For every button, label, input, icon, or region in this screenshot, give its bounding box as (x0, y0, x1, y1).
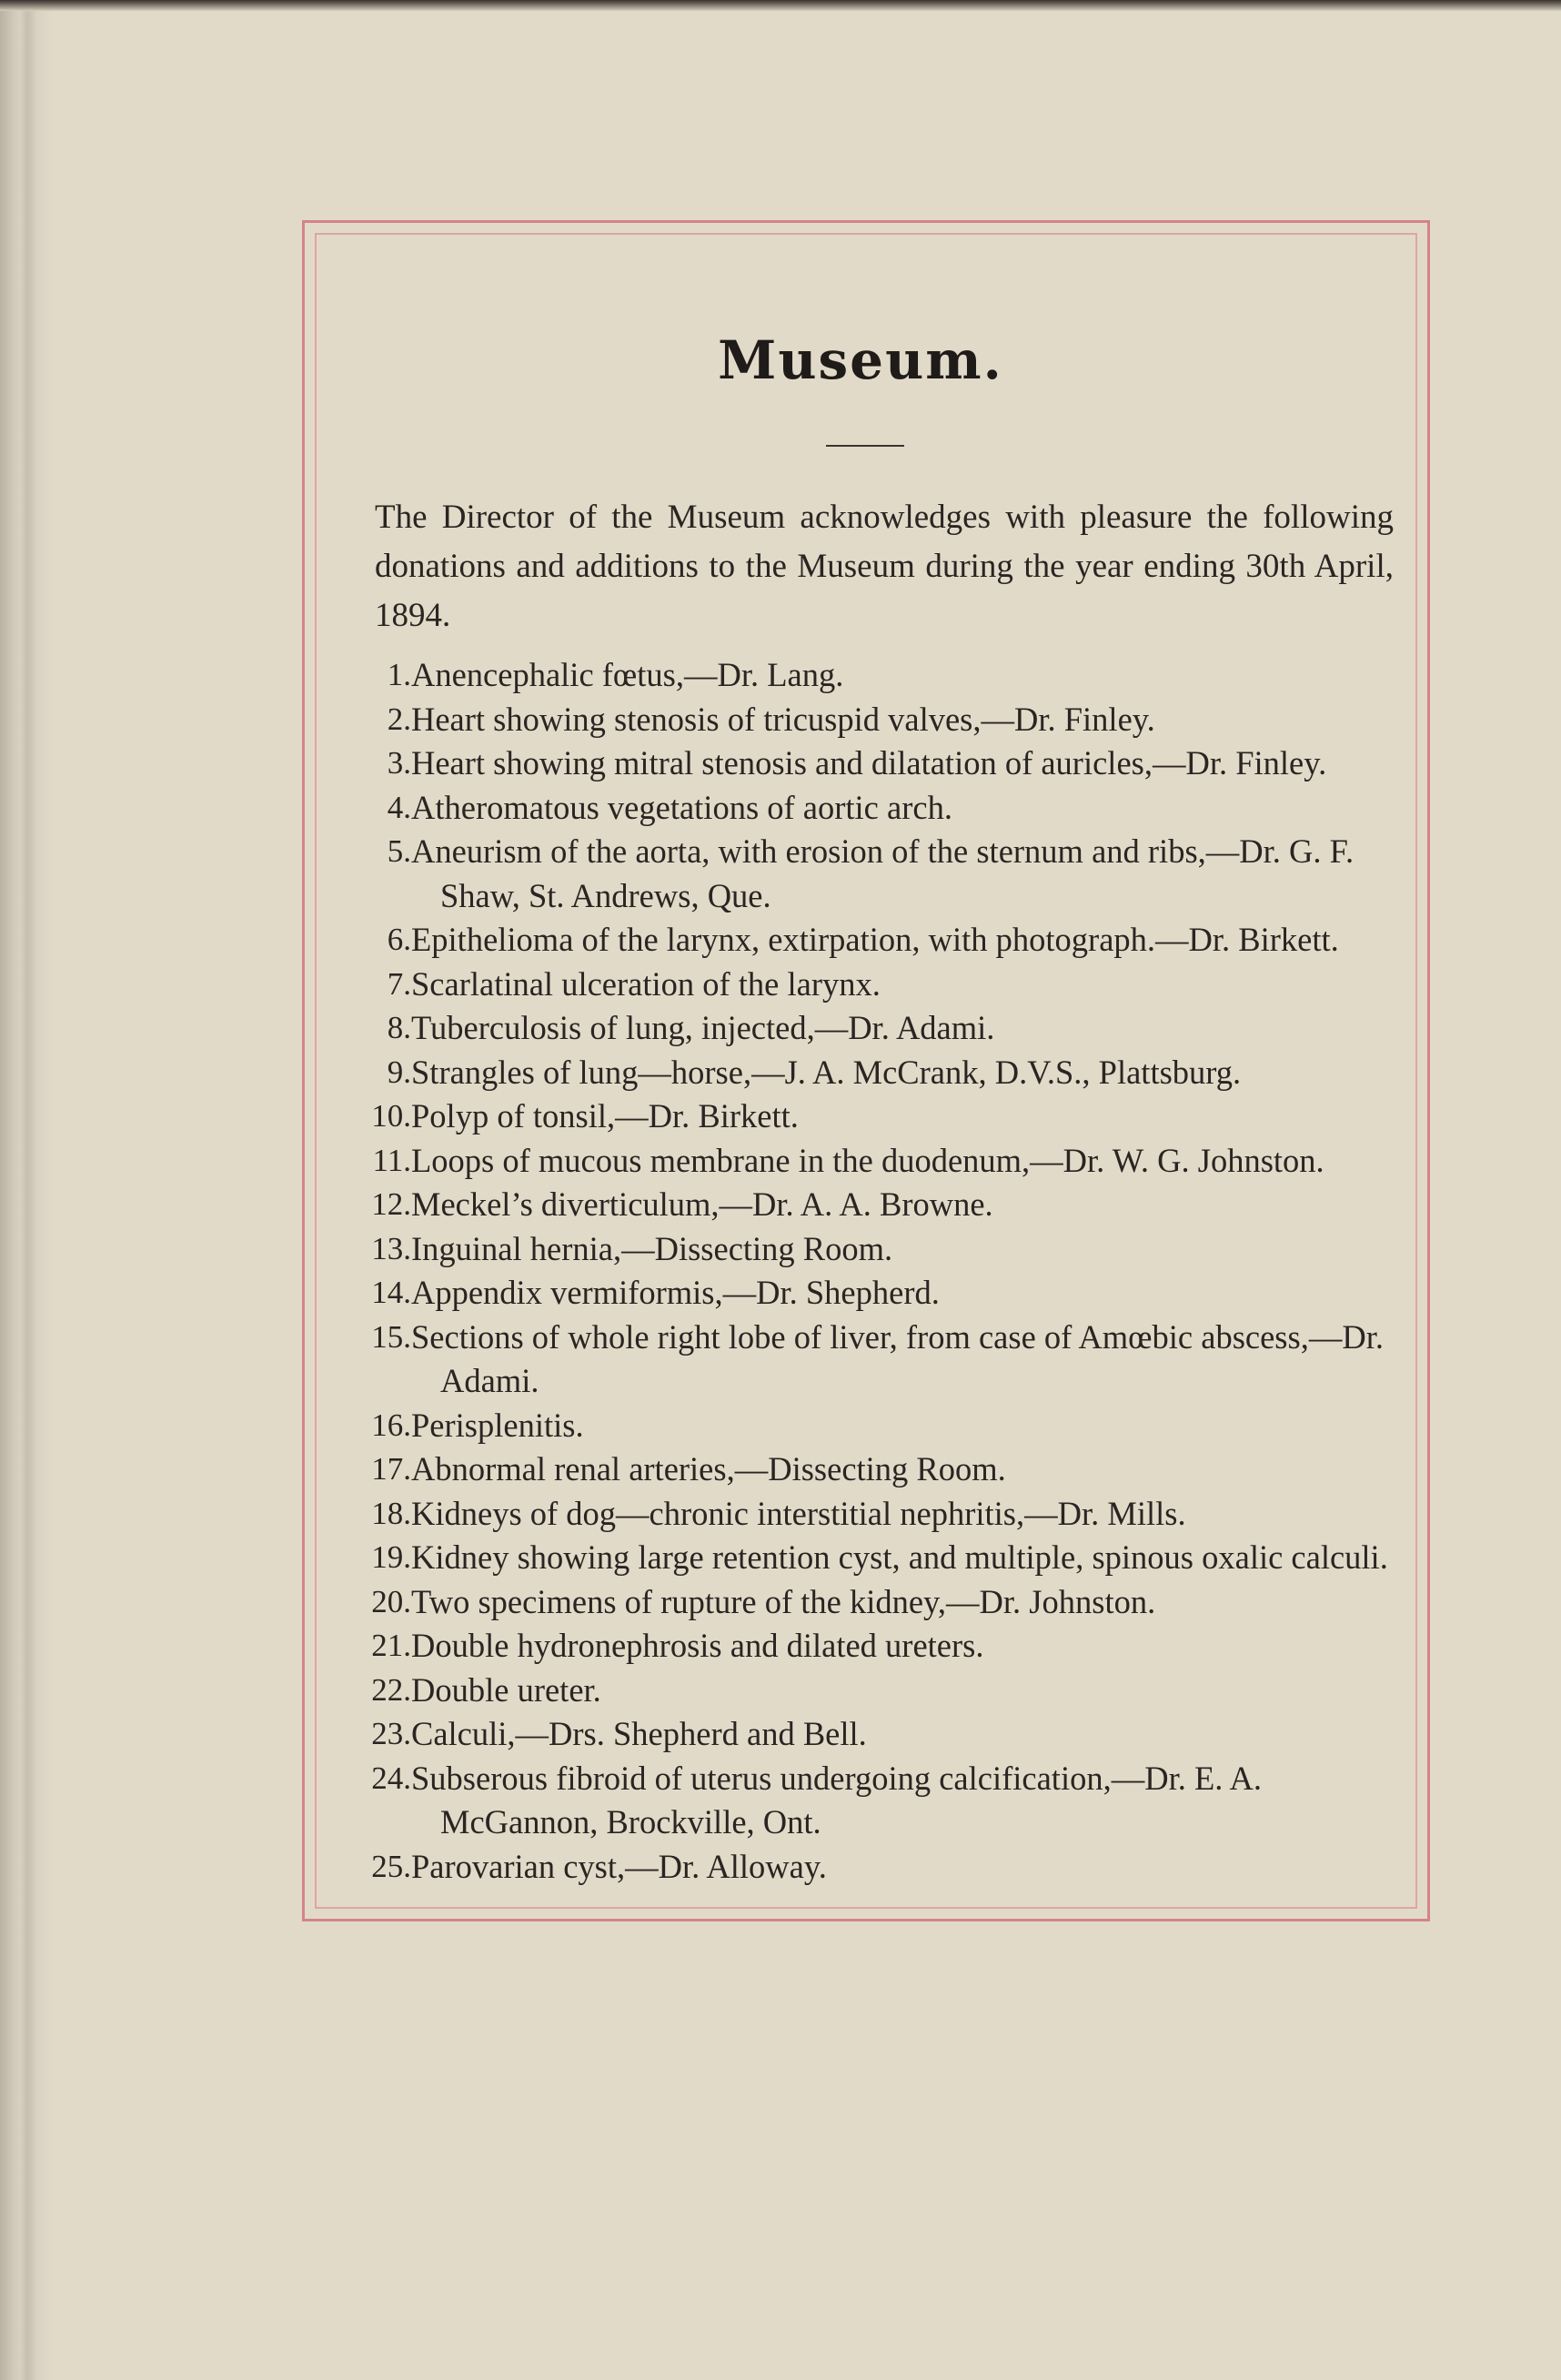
list-item (364, 1580, 1396, 1625)
list-item (364, 1447, 1396, 1492)
page-top-edge (0, 0, 1561, 11)
item-text: Strangles of lung—horse,—J. A. McCrank, D.V.S., Plattsburg. (411, 1053, 1242, 1091)
item-number: 7. (387, 965, 411, 1002)
item-text: Perisplenitis. (411, 1406, 584, 1444)
item-text: Anencephalic fœtus,—Dr. Lang. (411, 656, 844, 693)
item-number: 11. (372, 1142, 411, 1178)
list-item (364, 830, 1396, 918)
page-title: Museum. (718, 329, 1003, 391)
item-text: Loops of mucous membrane in the duodenum,—Dr. W. G. Johnston. (411, 1141, 1324, 1179)
item-number: 14. (371, 1275, 411, 1310)
list-item (364, 1271, 1396, 1316)
list-item (364, 963, 1396, 1007)
item-number: 12. (371, 1186, 411, 1222)
item-number: 16. (371, 1407, 411, 1443)
item-number: 24. (371, 1760, 411, 1796)
donations-list (364, 653, 1396, 1889)
item-text: Meckel’s diverticulum,—Dr. A. A. Browne. (411, 1185, 993, 1223)
title-divider (826, 445, 904, 447)
item-text: Double ureter. (411, 1670, 601, 1709)
list-item (364, 1094, 1396, 1139)
item-number: 22. (371, 1671, 411, 1708)
item-text: Kidneys of dog—chronic interstitial nephritis,—Dr. Mills. (411, 1494, 1186, 1532)
item-text: Sections of whole right lobe of liver, from case of Amœbic abscess,—Dr. Adami. (411, 1317, 1384, 1399)
item-number: 2. (387, 701, 411, 737)
item-text: Double hydronephrosis and dilated ureters. (411, 1627, 984, 1664)
item-number: 17. (371, 1451, 411, 1487)
list-item (364, 741, 1396, 786)
list-item (364, 918, 1396, 963)
list-item (364, 1669, 1396, 1713)
item-text: Calculi,—Drs. Shepherd and Bell. (411, 1715, 867, 1752)
item-text: Epithelioma of the larynx, extirpation, with photograph.—Dr. Birkett. (411, 921, 1339, 958)
item-number: 10. (371, 1098, 411, 1134)
list-item (364, 1051, 1396, 1095)
item-number: 6. (387, 922, 411, 957)
item-text: Kidney showing large retention cyst, and multiple, spinous oxalic calculi. (411, 1538, 1388, 1576)
item-number: 15. (371, 1318, 411, 1355)
item-text: Inguinal hernia,—Dissecting Room. (411, 1229, 893, 1267)
list-item (364, 698, 1396, 742)
list-item (364, 1845, 1396, 1890)
item-number: 13. (371, 1230, 411, 1266)
item-number: 9. (387, 1054, 411, 1090)
item-number: 19. (371, 1539, 411, 1575)
item-text: Aneurism of the aorta, with erosion of the sternum and ribs,—Dr. G. F. Shaw, St. Andrews, Que. (411, 832, 1355, 914)
item-number: 23. (371, 1716, 411, 1751)
item-number: 1. (387, 657, 411, 692)
item-number: 20. (371, 1583, 411, 1619)
item-number: 25. (371, 1848, 411, 1884)
list-item (364, 1139, 1396, 1184)
list-item (364, 1536, 1396, 1580)
item-text: Heart showing stenosis of tricuspid valves,—Dr. Finley. (411, 700, 1155, 738)
list-item (364, 1006, 1396, 1051)
intro-paragraph: The Director of the Museum acknowledges with pleasure the following donations and additions to the Museum during the year ending 30th April, 1894. (375, 499, 1394, 634)
item-text: Abnormal renal arteries,—Dissecting Room. (411, 1450, 1006, 1488)
list-item (364, 1624, 1396, 1669)
item-number: 8. (387, 1010, 411, 1045)
item-text: Tuberculosis of lung, injected,—Dr. Adami. (411, 1009, 995, 1046)
item-text: Atheromatous vegetations of aortic arch. (411, 788, 952, 826)
list-item (364, 653, 1396, 698)
item-number: 18. (371, 1495, 411, 1531)
list-item (364, 1316, 1396, 1404)
list-item (364, 1183, 1396, 1227)
page-edge (0, 0, 53, 2380)
item-text: Parovarian cyst,—Dr. Alloway. (411, 1847, 827, 1885)
item-text: Scarlatinal ulceration of the larynx. (411, 964, 881, 1003)
item-text: Heart showing mitral stenosis and dilatation of auricles,—Dr. Finley. (411, 744, 1327, 782)
item-number: 21. (371, 1628, 411, 1663)
item-text: Polyp of tonsil,—Dr. Birkett. (411, 1097, 799, 1135)
item-text: Two specimens of rupture of the kidney,—Dr. Johnston. (411, 1582, 1156, 1620)
list-item (364, 1712, 1396, 1757)
item-number: 3. (387, 745, 411, 781)
list-item (364, 1404, 1396, 1448)
list-item (364, 786, 1396, 831)
item-number: 5. (387, 833, 411, 869)
list-item (364, 1757, 1396, 1845)
item-text: Appendix vermiformis,—Dr. Shepherd. (411, 1274, 940, 1311)
list-item (364, 1227, 1396, 1272)
list-item (364, 1492, 1396, 1537)
item-number: 4. (387, 789, 411, 825)
item-text: Subserous fibroid of uterus undergoing calcification,—Dr. E. A. McGannon, Brockville, Ont. (411, 1759, 1262, 1840)
